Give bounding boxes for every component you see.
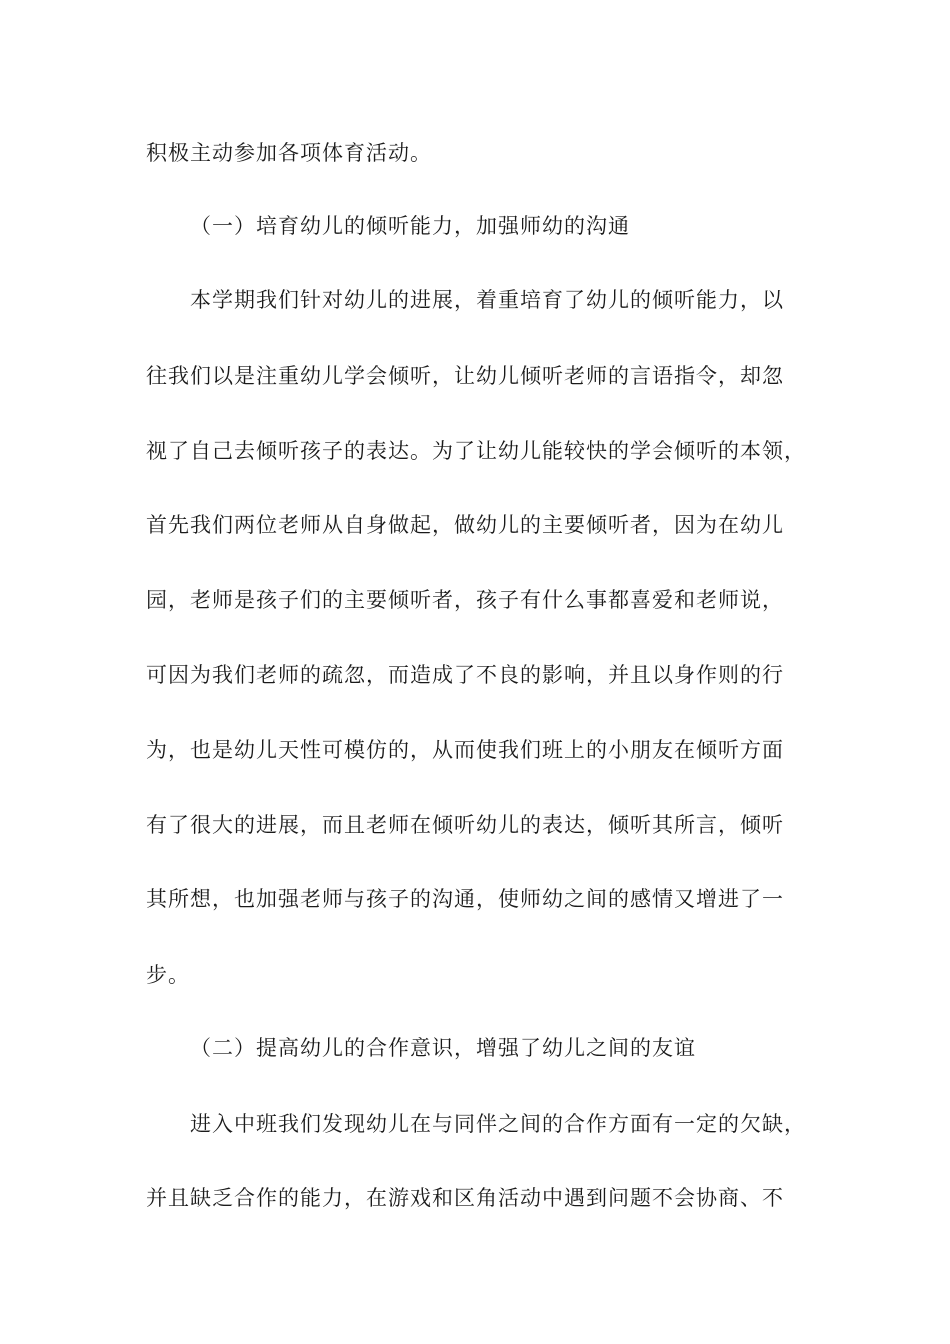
text-line: 进入中班我们发现幼儿在与同伴之间的合作方面有一定的欠缺， <box>190 1112 806 1136</box>
text-line: 步。 <box>146 963 190 987</box>
text-line: 积极主动参加各项体育活动。 <box>146 141 432 165</box>
text-line: 有了很大的进展，而且老师在倾听幼儿的表达，倾听其所言，倾听 <box>146 813 784 837</box>
text-line: 园，老师是孩子们的主要倾听者，孩子有什么事都喜爱和老师说， <box>146 588 784 612</box>
text-line: 可因为我们老师的疏忽，而造成了不良的影响，并且以身作则的行 <box>146 663 784 687</box>
text-line: 视了自己去倾听孩子的表达。为了让幼儿能较快的学会倾听的本领， <box>146 439 806 463</box>
text-line: 为，也是幼儿天性可模仿的，从而使我们班上的小朋友在倾听方面 <box>146 738 784 762</box>
section-heading: （一）培育幼儿的倾听能力，加强师幼的沟通 <box>190 214 630 238</box>
section-heading: （二）提高幼儿的合作意识，增强了幼儿之间的友谊 <box>190 1036 696 1060</box>
text-line: 往我们以是注重幼儿学会倾听，让幼儿倾听老师的言语指令，却忽 <box>146 364 784 388</box>
text-line: 本学期我们针对幼儿的进展，着重培育了幼儿的倾听能力，以 <box>190 288 784 312</box>
text-line: 其所想，也加强老师与孩子的沟通，使师幼之间的感情又增进了一 <box>146 887 784 911</box>
text-line: 并且缺乏合作的能力，在游戏和区角活动中遇到问题不会协商、不 <box>146 1186 784 1210</box>
text-line: 首先我们两位老师从自身做起，做幼儿的主要倾听者，因为在幼儿 <box>146 513 784 537</box>
